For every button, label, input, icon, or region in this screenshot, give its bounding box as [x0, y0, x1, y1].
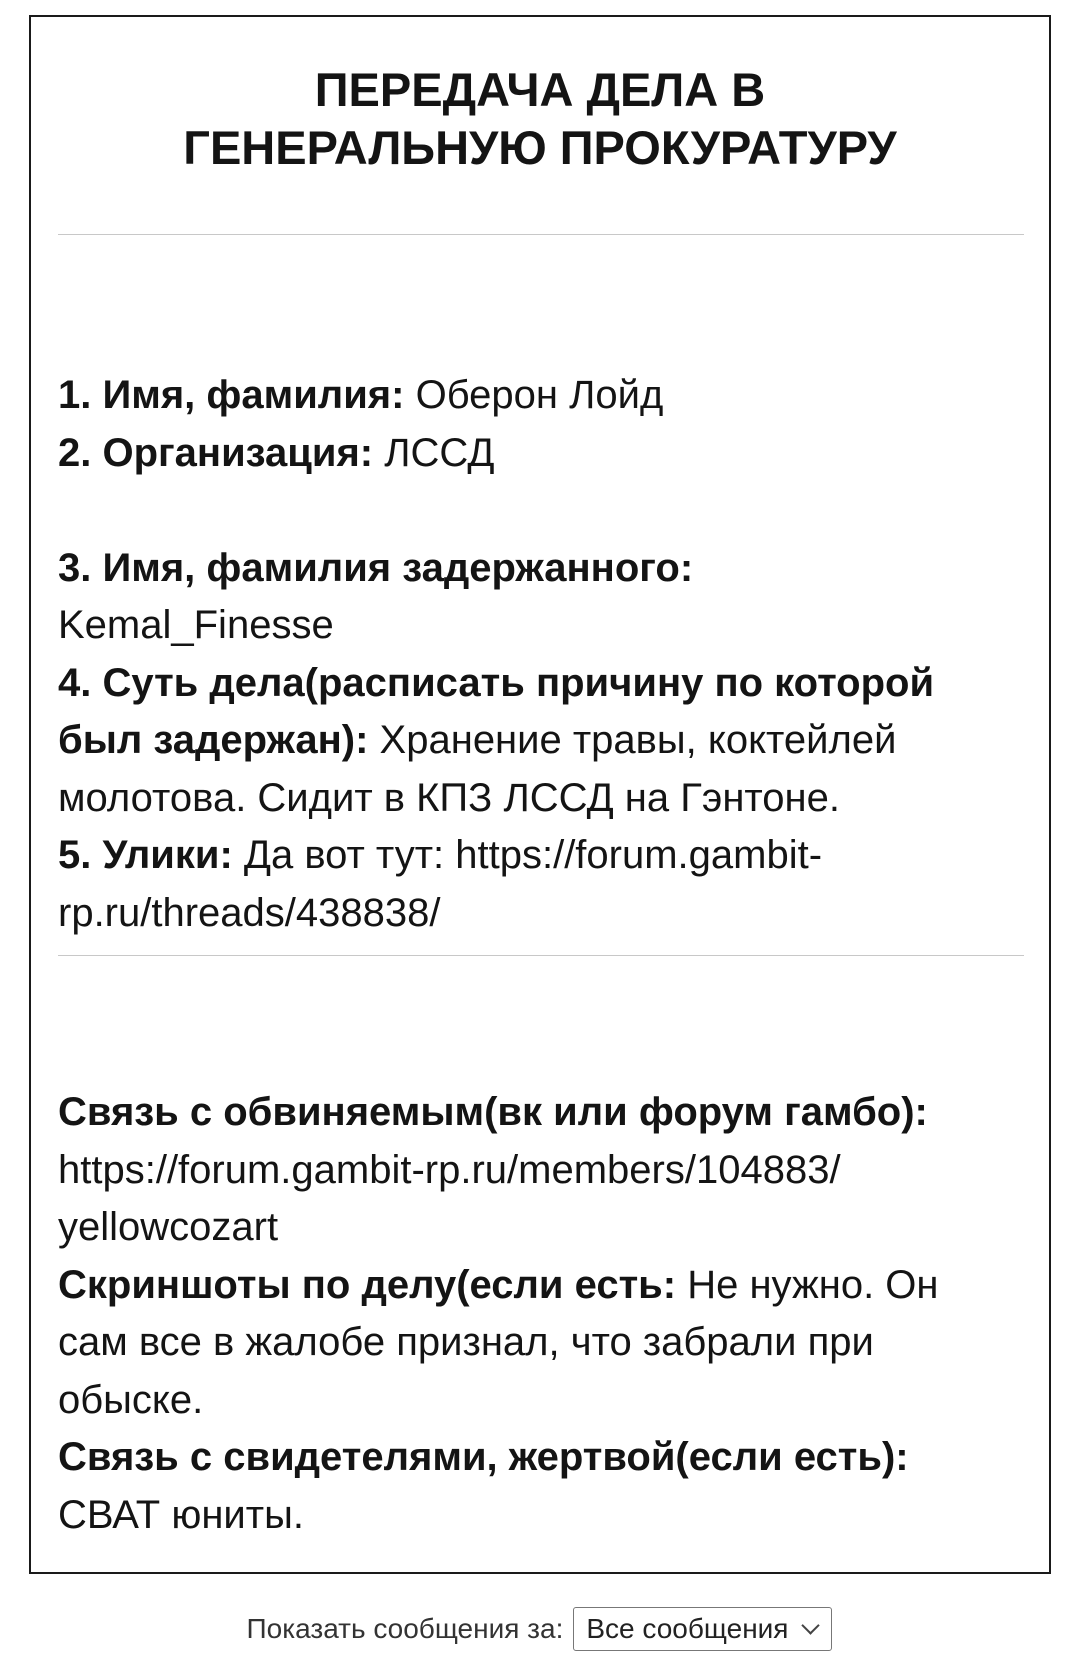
case-fields: [58, 367, 1024, 942]
chevron-down-icon: [802, 1616, 820, 1634]
message-filter-label: Показать сообщения за:: [246, 1613, 564, 1644]
contact-screenshots: [58, 1257, 1024, 1315]
message-filter-bar: [0, 1605, 1079, 1653]
field-value: Да вот тут: https://forum.gambit-: [232, 833, 823, 877]
post-title-line-2: ГЕНЕРАЛЬНУЮ ПРОКУРАТУРУ: [183, 121, 897, 174]
field-label: был задержан):: [58, 718, 369, 762]
field-value: Не нужно. Он: [676, 1262, 939, 1307]
field-detainee-label: 3. Имя, фамилия задержанного:: [58, 545, 694, 590]
field-case-summary-label: 4. Суть дела(расписать причину по которой: [58, 660, 935, 705]
contact-accused-value: yellowcozart: [58, 1205, 279, 1249]
field-organization: [58, 425, 1024, 483]
contact-witnesses-value: СВАТ юниты.: [58, 1492, 304, 1537]
field-value: ЛССД: [373, 430, 495, 475]
contact-witnesses-label: Связь с свидетелями, жертвой(если есть):: [58, 1435, 909, 1479]
field-detainee-value: Kemal_Finesse: [58, 603, 334, 647]
post-content: [29, 15, 1051, 1574]
contact-accused-value: https://forum.gambit-rp.ru/members/104883/: [58, 1147, 841, 1192]
message-filter-select[interactable]: [573, 1607, 832, 1651]
divider-middle: [58, 955, 1024, 956]
field-value: Оберон Лойд: [404, 373, 664, 417]
field-officer-name: [58, 367, 1024, 425]
field-label: 5. Улики:: [58, 833, 233, 877]
contact-screenshots-value: сам все в жалобе признал, что забрали при: [58, 1320, 874, 1364]
field-value: Хранение травы, коктейлей: [368, 718, 897, 762]
field-evidence: [58, 827, 1024, 885]
field-label: Скриншоты по делу(если есть:: [58, 1262, 677, 1307]
contact-screenshots-value: обыске.: [58, 1377, 204, 1422]
field-case-summary-value: молотова. Сидит в КПЗ ЛССД на Гэнтоне.: [58, 775, 840, 820]
post-title-line-1: ПЕРЕДАЧА ДЕЛА В: [314, 63, 766, 116]
field-label: 1. Имя, фамилия:: [58, 373, 405, 417]
contact-accused-label: Связь с обвиняемым(вк или форум гамбо):: [58, 1090, 928, 1134]
field-evidence-value: rp.ru/threads/438838/: [58, 890, 441, 935]
field-label: 2. Организация:: [58, 430, 374, 475]
message-filter-value: Все сообщения: [586, 1613, 789, 1644]
post-title: [31, 61, 1049, 177]
field-case-summary: [58, 712, 1024, 770]
case-contacts: [58, 1084, 1024, 1544]
divider-top: [58, 234, 1024, 235]
